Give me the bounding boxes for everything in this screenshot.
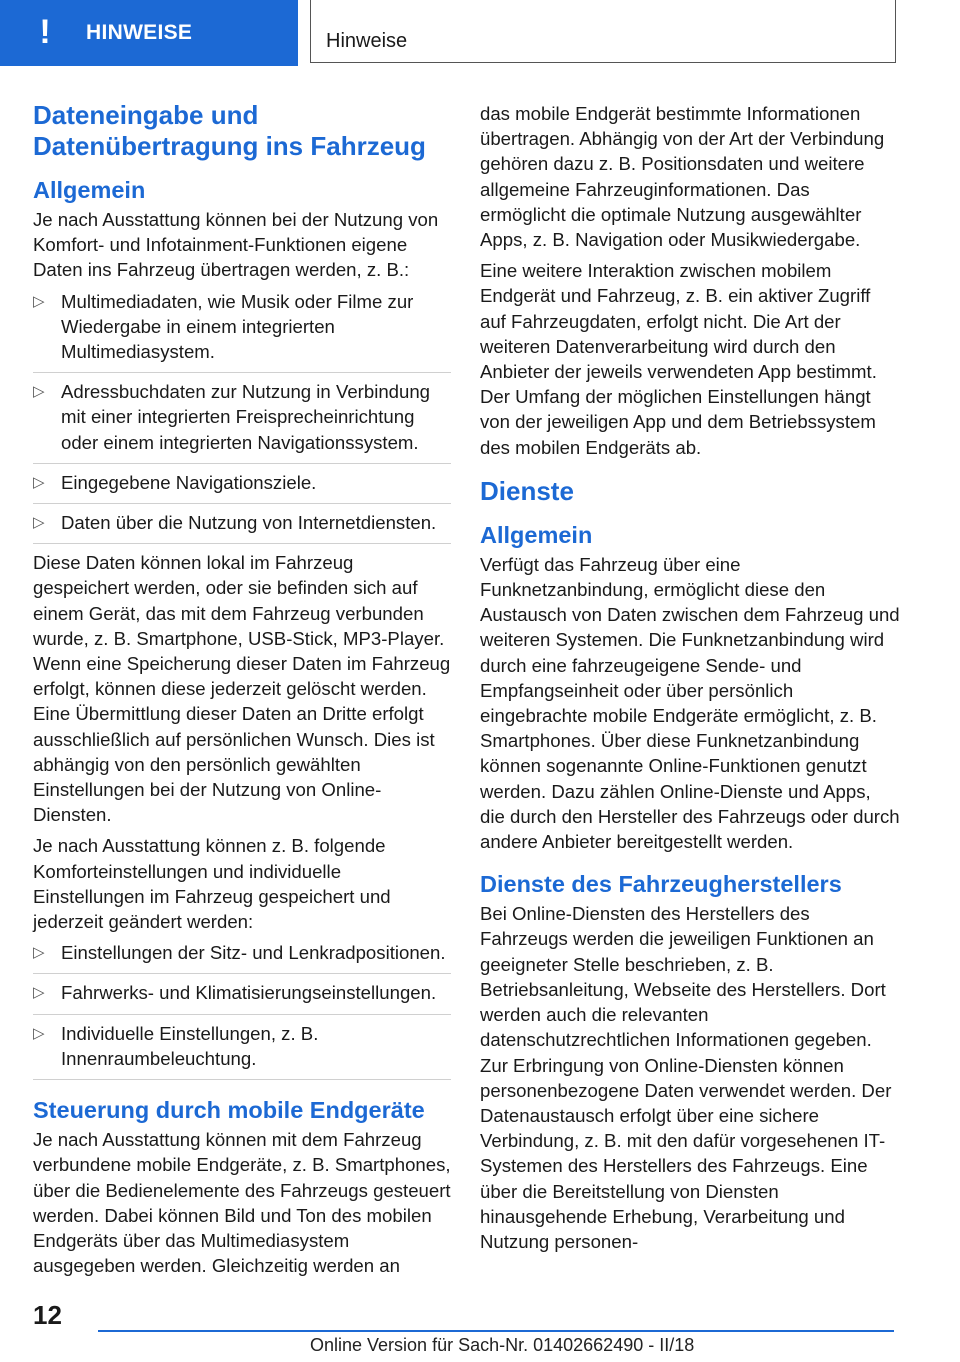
list-item: ▷ Multimediadaten, wie Musik oder Filme zur Wiedergabe in einem integrierten Multimediasystem. bbox=[33, 290, 414, 363]
tab-active-label: HINWEISE bbox=[86, 21, 193, 44]
list-item: ▷ Fahrwerks- und Klimatisierungseinstellungen. bbox=[33, 973, 451, 1005]
list-item: ▷ Einstellungen der Sitz- und Lenkradpositionen. bbox=[33, 940, 451, 965]
triangle-bullet-icon: ▷ bbox=[33, 944, 45, 962]
subheading-mobile-control: Steuerung durch mobile Endgeräte bbox=[33, 1097, 425, 1124]
section-title-dienste: Dienste bbox=[480, 475, 574, 506]
page-header bbox=[0, 0, 960, 66]
paragraph-storage: Diese Daten können lokal im Fahrzeug gespeichert werden, oder sie befinden sich auf einem Gerät, das mit dem Fahrzeug verbunden wurde, z. B. Smartphone, USB-Stick, MP3-Player. Wenn eine Speicherung dieser Daten im Fahrzeug erfolgt, können diese jederzeit gelöscht werden. Eine Übermittlung dieser Daten an Dritte erfolgt ausschließlich auf persönlichen Wunsch. Dies ist abhängig von den persönlich gewählten Einstellungen bei der Nutzung von Online-Diensten. bbox=[33, 552, 451, 826]
subheading-allgemein: Allgemein bbox=[33, 177, 146, 203]
tab-hinweise-active[interactable] bbox=[0, 0, 298, 66]
triangle-bullet-icon: ▷ bbox=[33, 1024, 45, 1042]
triangle-bullet-icon: ▷ bbox=[33, 473, 45, 491]
paragraph-manufacturer-services: Bei Online-Diensten des Herstellers des Fahrzeugs werden die jeweiligen Funktionen an geeigneter Stelle beschrieben, z. B. Betriebsanleitung, Webseite des Herstellers. Dort werden auch die relevanten datenschutzrechtlichen Informationen gegeben. Zur Erbringung von Online-Diensten können personenbezogene Daten verwendet werden. Der Datenaustausch erfolgt über eine sichere Verbindung, z. B. mit den dafür vorgesehenen IT-Systemen des Herstellers des Fahrzeugs. Eine über die Bereitstellung von Diensten hinausgehende Erhebung, Verarbeitung und Nutzung personen- bbox=[480, 903, 892, 1252]
triangle-bullet-icon: ▷ bbox=[33, 514, 45, 532]
triangle-bullet-icon: ▷ bbox=[33, 292, 45, 310]
list-item: ▷ Eingegebene Navigationsziele. bbox=[33, 463, 451, 495]
warning-icon: ! bbox=[39, 13, 51, 51]
list-item: ▷ Daten über die Nutzung von Internetdiensten. bbox=[33, 503, 451, 535]
footer-divider bbox=[98, 1330, 894, 1332]
left-column bbox=[33, 100, 451, 1284]
subheading-allgemein-dienste: Allgemein bbox=[480, 521, 593, 548]
tab-inactive-label: Hinweise bbox=[326, 30, 408, 52]
paragraph-continued: das mobile Endgerät bestimmte Informationen übertragen. Abhängig von der Art der Verbindung gehören dazu z. B. Positionsdaten und weitere allgemeine Fahrzeuginformationen. Das ermöglicht die optimale Nutzung ausgewählter Apps, z. B. Navigation oder Musikwiedergabe. bbox=[480, 103, 885, 251]
paragraph-mobile-control: Je nach Ausstattung können mit dem Fahrzeug verbundene mobile Endgeräte, z. B. Smartphones, über die Bedienelemente des Fahrzeugs gesteuert werden. Dabei können Bild und Ton des mobilen Endgeräts über das Multimediasystem ausgegeben werden. Gleichzeitig werden an bbox=[33, 1129, 451, 1277]
paragraph-interaction: Eine weitere Interaktion zwischen mobilem Endgerät und Fahrzeug, z. B. ein aktiver Zugriff auf Fahrzeugdaten, erfolgt nicht. Die Art der weiteren Datenverarbeitung wird durch den Anbieter der jeweils verwendeten App bestimmt. Der Umfang der möglichen Einstellungen hängt von der jeweiligen App und dem Betriebssystem des mobilen Endgeräts ab. bbox=[480, 260, 877, 458]
paragraph-funknetz: Verfügt das Fahrzeug über eine Funknetzanbindung, ermöglicht diese den Austausch von Daten zwischen dem Fahrzeug und weiteren Systemen. Die Funknetzanbindung wird durch eine fahrzeugeigene Sende- und Empfangseinheit oder über persönlich eingebrachte mobile Endgeräte ermöglicht, z. B. Smartphones. Über diese Funknetzanbindung können sogenannte Online-Funktionen genutzt werden. Dazu zählen Online-Dienste und Apps, die durch den Hersteller des Fahrzeugs oder durch andere Anbieter bereitgestellt werden. bbox=[480, 553, 900, 853]
bullet-list-data-types bbox=[33, 289, 451, 545]
subheading-manufacturer-services: Dienste des Fahrzeugherstellers bbox=[480, 871, 842, 898]
paragraph-comfort-settings: Je nach Ausstattung können z. B. folgende Komforteinstellungen und individuelle Einstellungen im Fahrzeug gespeichert und jederzeit geändert werden: bbox=[33, 835, 391, 933]
list-item: ▷ Individuelle Einstellungen, z. B. Innenraumbeleuchtung. bbox=[33, 1014, 451, 1071]
page-number: 12 bbox=[33, 1300, 62, 1330]
bullet-list-settings bbox=[33, 940, 451, 1080]
footer-online-version: Online Version für Sach-Nr. 01402662490 - II/18 bbox=[310, 1335, 695, 1355]
list-item: ▷ Adressbuchdaten zur Nutzung in Verbindung mit einer integrierten Freisprecheinrichtung oder einem integrierten Navigationssystem. bbox=[33, 372, 451, 455]
tab-hinweise[interactable] bbox=[310, 0, 896, 63]
paragraph-intro: Je nach Ausstattung können bei der Nutzung von Komfort- und Infotainment-Funktionen eigene Daten ins Fahrzeug übertragen werden, z. B.: bbox=[33, 209, 439, 281]
triangle-bullet-icon: ▷ bbox=[33, 383, 45, 401]
section-title-dateneingabe: Dateneingabe und Datenübertragung ins Fahrzeug bbox=[33, 100, 426, 161]
triangle-bullet-icon: ▷ bbox=[33, 984, 45, 1002]
right-column bbox=[480, 101, 900, 1260]
